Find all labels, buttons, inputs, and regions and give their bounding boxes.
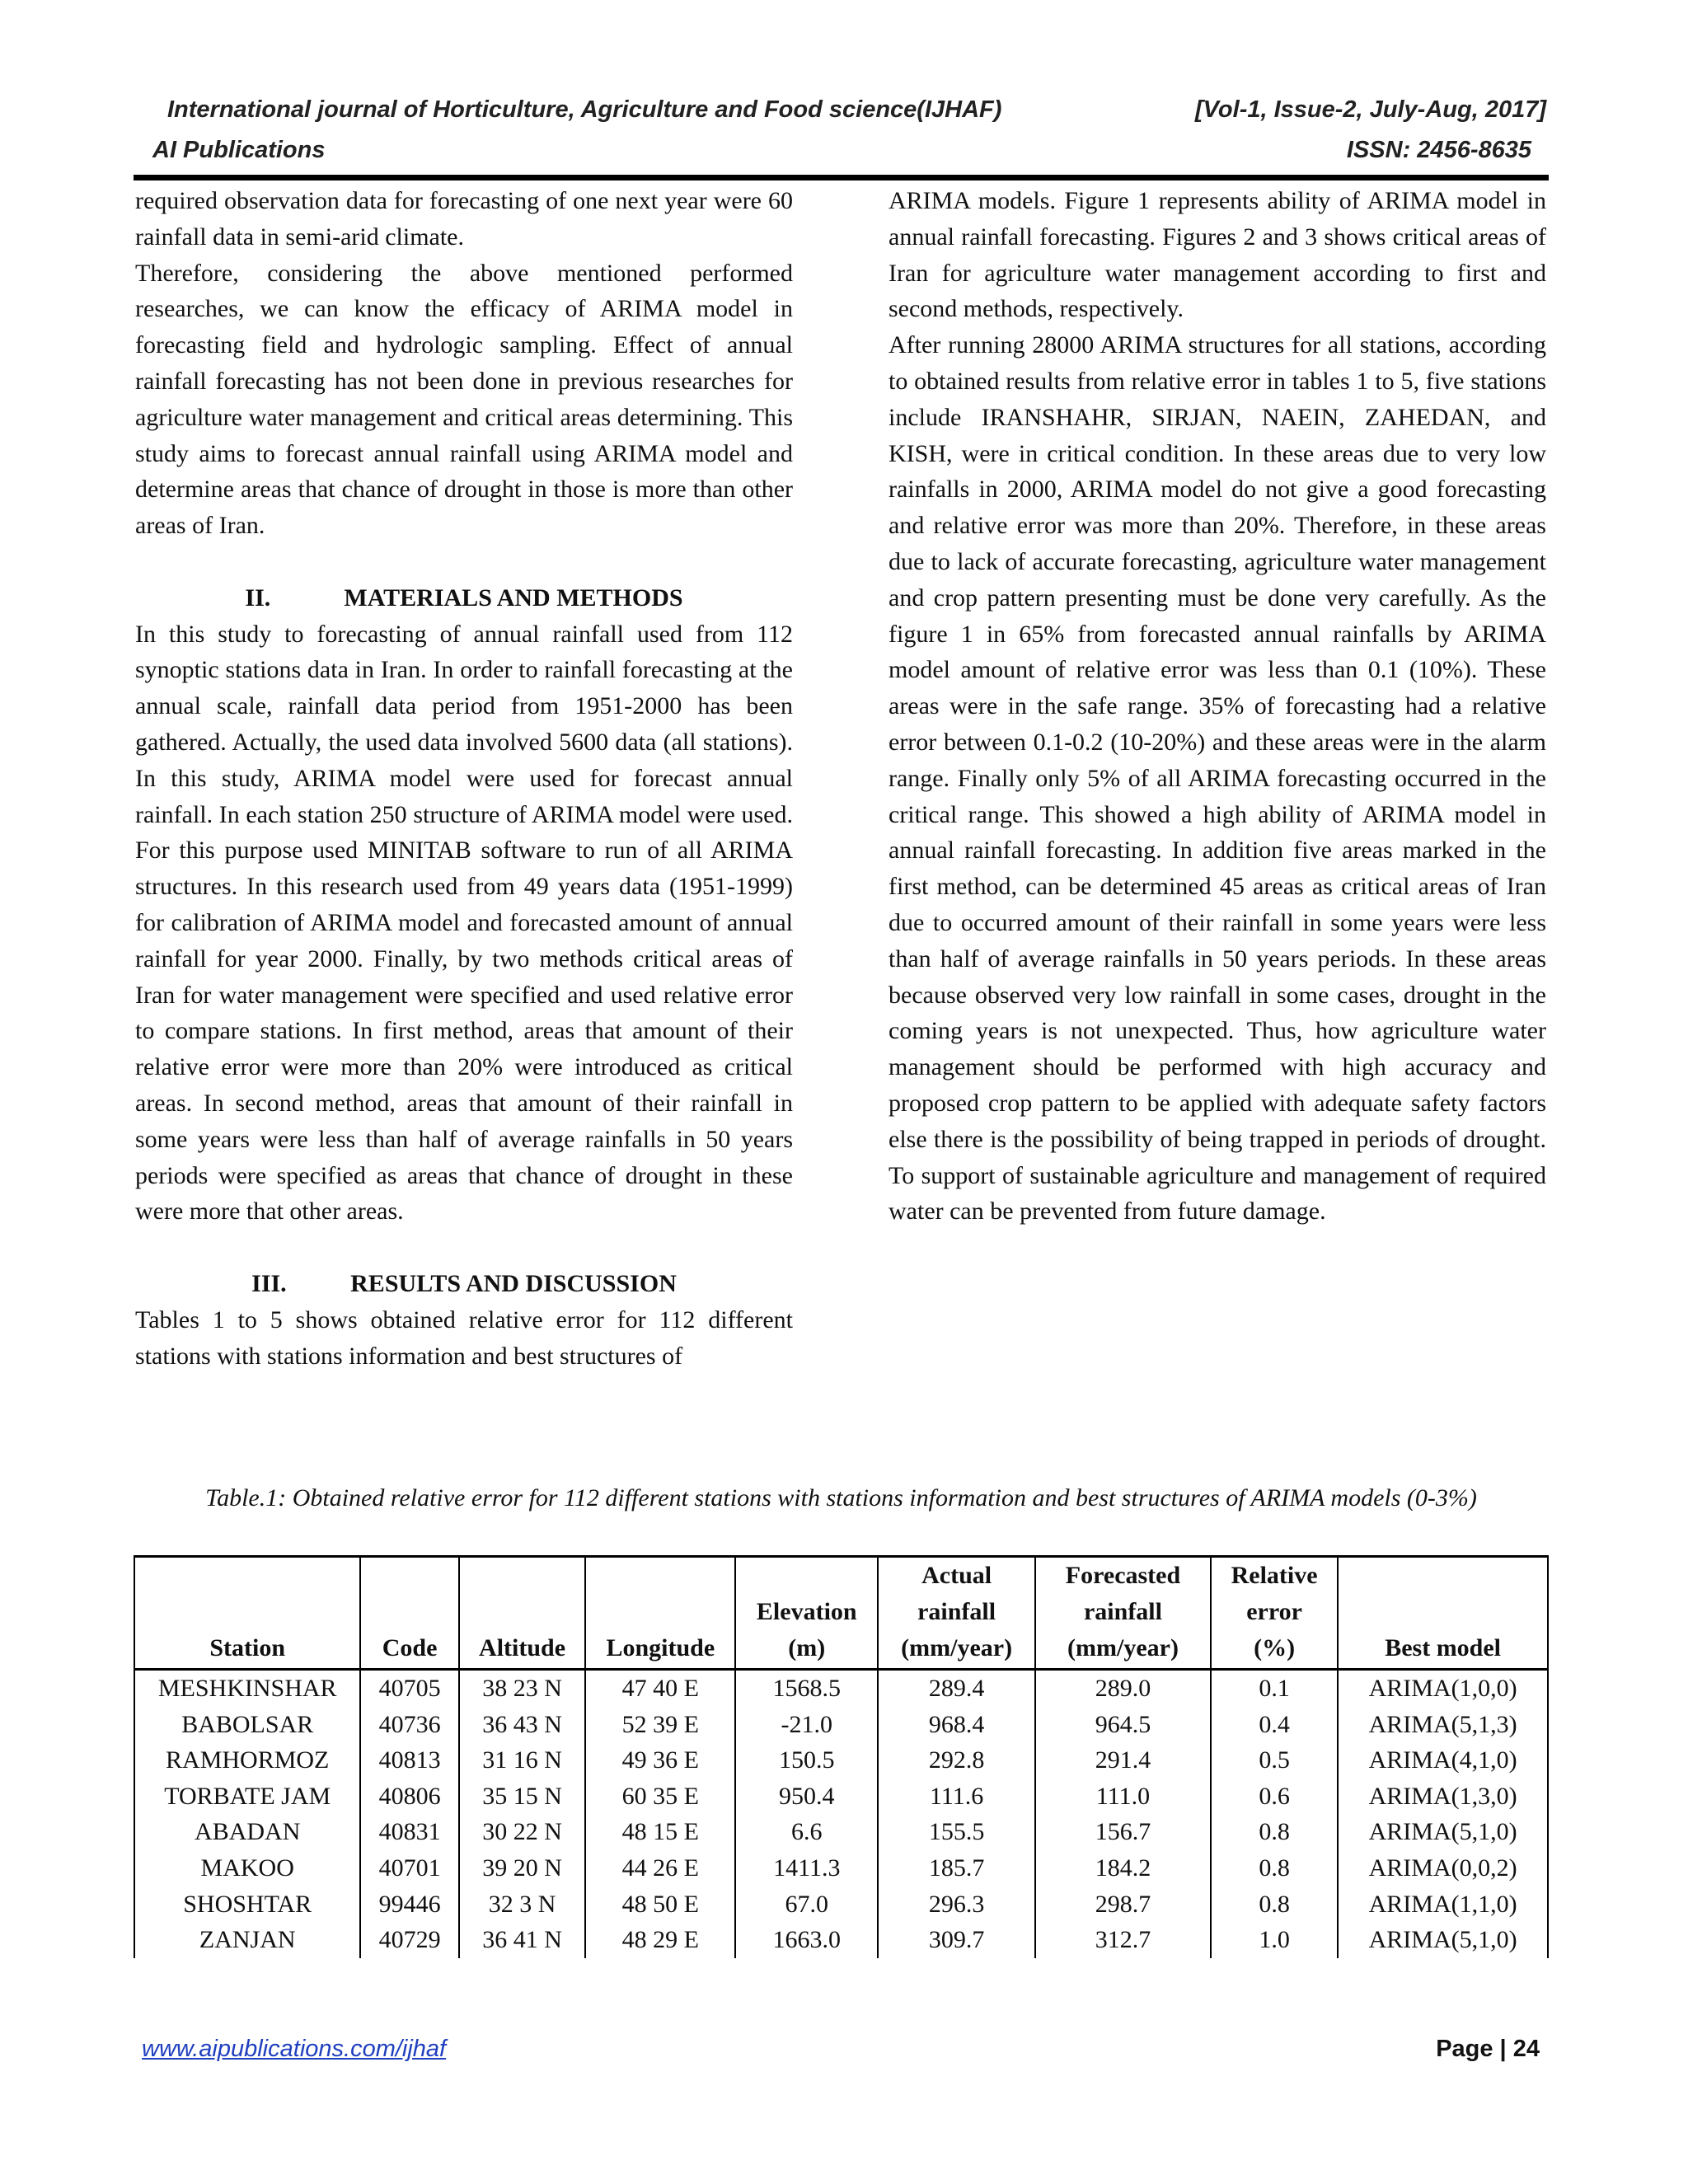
table-cell: 6.6 bbox=[735, 1814, 878, 1850]
column-header: Station bbox=[134, 1557, 360, 1670]
table-cell: 52 39 E bbox=[585, 1707, 735, 1743]
table-cell: 968.4 bbox=[878, 1707, 1035, 1743]
table-cell: 38 23 N bbox=[459, 1670, 585, 1707]
table-cell: 296.3 bbox=[878, 1886, 1035, 1923]
page-number: Page | 24 bbox=[1436, 2036, 1540, 2062]
table-cell: ARIMA(0,0,2) bbox=[1338, 1850, 1548, 1886]
paragraph: In this study to forecasting of annual rainfall used from 112 synoptic stations data in Iran. In order to rainfall forecasting at the annual scale, rainfall data period from 1951-2000 has been gathered. Actually, the used data involved 5600 data (all stations). In this study, ARIMA model were used for forecast annual rainfall. In each station 250 structure of ARIMA model were used. For this purpose used MINITAB software to run of all ARIMA structures. In this research used from 49 years data (1951-1999) for calibration of ARIMA model and forecasted amount of annual rainfall for year 2000. Finally, by two methods critical areas of Iran for water management were specified and used relative error to compare stations. In first method, areas that amount of their relative error were more than 20% were introduced as critical areas. In second method, areas that amount of their rainfall in some years were less than half of average rainfalls in 50 years periods were specified as areas that chance of drought in these were more that other areas. bbox=[135, 620, 793, 1226]
left-column bbox=[135, 183, 793, 1374]
table-row bbox=[134, 1742, 1548, 1779]
publisher: AI Publications bbox=[152, 137, 326, 163]
table-row bbox=[134, 1707, 1548, 1743]
section-number: III. bbox=[251, 1269, 287, 1297]
table-header-row bbox=[134, 1557, 1548, 1670]
table-cell: 48 15 E bbox=[585, 1814, 735, 1850]
table-cell: 40736 bbox=[360, 1707, 458, 1743]
table-cell: 36 43 N bbox=[459, 1707, 585, 1743]
table-cell: 0.6 bbox=[1211, 1779, 1338, 1815]
table-cell: BABOLSAR bbox=[134, 1707, 360, 1743]
table-body bbox=[134, 1670, 1548, 1958]
column-header: Code bbox=[360, 1557, 458, 1670]
table-cell: 291.4 bbox=[1035, 1742, 1211, 1779]
table-cell: 40806 bbox=[360, 1779, 458, 1815]
table-cell: ZANJAN bbox=[134, 1922, 360, 1958]
column-header: Best model bbox=[1338, 1557, 1548, 1670]
table-cell: 67.0 bbox=[735, 1886, 878, 1923]
table-cell: 292.8 bbox=[878, 1742, 1035, 1779]
column-header: Altitude bbox=[459, 1557, 585, 1670]
table-cell: 150.5 bbox=[735, 1742, 878, 1779]
table-cell: 0.4 bbox=[1211, 1707, 1338, 1743]
column-header: Forecasted rainfall (mm/year) bbox=[1035, 1557, 1211, 1670]
table-cell: 155.5 bbox=[878, 1814, 1035, 1850]
table-cell: 289.0 bbox=[1035, 1670, 1211, 1707]
results-table bbox=[134, 1555, 1549, 1958]
paragraph: Therefore, considering the above mentioned performed researches, we can know the efficacy of ARIMA model in forecasting field and hydrologic sampling. Effect of annual rainfall forecasting has not been done in previous researches for agriculture water management and critical areas determining. This study aims to forecast annual rainfall using ARIMA model and determine areas that chance of drought in those is more than other areas of Iran. bbox=[135, 259, 793, 540]
table-caption: Table.1: Obtained relative error for 112 different stations with stations information and best structures of ARIMA models (0-3%) bbox=[205, 1484, 1477, 1511]
table-cell: 49 36 E bbox=[585, 1742, 735, 1779]
table-cell: 48 29 E bbox=[585, 1922, 735, 1958]
table-cell: ARIMA(1,0,0) bbox=[1338, 1670, 1548, 1707]
table-row bbox=[134, 1850, 1548, 1886]
table-cell: 30 22 N bbox=[459, 1814, 585, 1850]
table-cell: 32 3 N bbox=[459, 1886, 585, 1923]
table-cell: 0.5 bbox=[1211, 1742, 1338, 1779]
table-cell: 36 41 N bbox=[459, 1922, 585, 1958]
section-title: RESULTS AND DISCUSSION bbox=[350, 1269, 677, 1297]
table-cell: 31 16 N bbox=[459, 1742, 585, 1779]
table-cell: 0.8 bbox=[1211, 1850, 1338, 1886]
table-cell: ABADAN bbox=[134, 1814, 360, 1850]
table-cell: 111.6 bbox=[878, 1779, 1035, 1815]
paragraph: required observation data for forecasting of one next year were 60 rainfall data in semi-arid climate. bbox=[135, 187, 793, 251]
section-number: II. bbox=[245, 583, 271, 612]
table-cell: 99446 bbox=[360, 1886, 458, 1923]
table-cell: 48 50 E bbox=[585, 1886, 735, 1923]
table-cell: SHOSHTAR bbox=[134, 1886, 360, 1923]
paragraph: Tables 1 to 5 shows obtained relative error for 112 different stations with stations information and best structures of bbox=[135, 1305, 793, 1370]
table-cell: ARIMA(1,3,0) bbox=[1338, 1779, 1548, 1815]
table-cell: TORBATE JAM bbox=[134, 1779, 360, 1815]
table-cell: 0.1 bbox=[1211, 1670, 1338, 1707]
table-cell: 0.8 bbox=[1211, 1886, 1338, 1923]
header-rule bbox=[134, 175, 1549, 180]
table-cell: 40813 bbox=[360, 1742, 458, 1779]
table-row bbox=[134, 1814, 1548, 1850]
table-cell: ARIMA(4,1,0) bbox=[1338, 1742, 1548, 1779]
section-heading-materials bbox=[135, 580, 793, 616]
table-row bbox=[134, 1779, 1548, 1815]
column-header: Relative error (%) bbox=[1211, 1557, 1338, 1670]
table-cell: 40705 bbox=[360, 1670, 458, 1707]
table-cell: ARIMA(1,1,0) bbox=[1338, 1886, 1548, 1923]
table-cell: 289.4 bbox=[878, 1670, 1035, 1707]
table-cell: 1411.3 bbox=[735, 1850, 878, 1886]
table-cell: 298.7 bbox=[1035, 1886, 1211, 1923]
table-cell: 964.5 bbox=[1035, 1707, 1211, 1743]
table-cell: 950.4 bbox=[735, 1779, 878, 1815]
table-cell: ARIMA(5,1,3) bbox=[1338, 1707, 1548, 1743]
right-column bbox=[889, 183, 1546, 1230]
table-cell: 47 40 E bbox=[585, 1670, 735, 1707]
table-cell: ARIMA(5,1,0) bbox=[1338, 1922, 1548, 1958]
table-cell: 35 15 N bbox=[459, 1779, 585, 1815]
table-cell: MAKOO bbox=[134, 1850, 360, 1886]
table-cell: 40831 bbox=[360, 1814, 458, 1850]
column-header: Longitude bbox=[585, 1557, 735, 1670]
table-cell: -21.0 bbox=[735, 1707, 878, 1743]
table-cell: 111.0 bbox=[1035, 1779, 1211, 1815]
table-cell: RAMHORMOZ bbox=[134, 1742, 360, 1779]
table-cell: 185.7 bbox=[878, 1850, 1035, 1886]
section-heading-results bbox=[135, 1266, 793, 1302]
table-cell: 60 35 E bbox=[585, 1779, 735, 1815]
column-header: Actual rainfall (mm/year) bbox=[878, 1557, 1035, 1670]
table-cell: 1568.5 bbox=[735, 1670, 878, 1707]
table-cell: MESHKINSHAR bbox=[134, 1670, 360, 1707]
table-row bbox=[134, 1670, 1548, 1707]
issn: ISSN: 2456-8635 bbox=[1346, 137, 1531, 163]
table-cell: 0.8 bbox=[1211, 1814, 1338, 1850]
paragraph: After running 28000 ARIMA structures for all stations, according to obtained results from relative error in tables 1 to 5, five stations include IRANSHAHR, SIRJAN, NAEIN, ZAHEDAN, and KISH, were in critical condition. In these areas due to very low rainfalls in 2000, ARIMA model do not give a good forecasting and relative error was more than 20%. Therefore, in these areas due to lack of accurate forecasting, agriculture water management and crop pattern presenting must be done very carefully. As the figure 1 in 65% from forecasted annual rainfalls by ARIMA model amount of relative error was less than 0.1 (10%). These areas were in the safe range. 35% of forecasting had a relative error between 0.1-0.2 (10-20%) and these areas were in the alarm range. Finally only 5% of all ARIMA forecasting occurred in the critical range. This showed a high ability of ARIMA model in annual rainfall forecasting. In addition five areas marked in the first method, can be determined 45 areas as critical areas of Iran due to occurred amount of their rainfall in some years were less than half of average rainfalls in 50 years periods. In these areas because observed very low rainfall in some cases, drought in the coming years is not unexpected. Thus, how agriculture water management should be performed with high accuracy and proposed crop pattern to be applied with adequate safety factors else there is the possibility of being trapped in periods of drought. To support of sustainable agriculture and management of required water can be prevented from future damage. bbox=[889, 331, 1546, 1226]
column-header: Elevation (m) bbox=[735, 1557, 878, 1670]
table-cell: 40729 bbox=[360, 1922, 458, 1958]
volume-info: [Vol-1, Issue-2, July-Aug, 2017] bbox=[1195, 96, 1546, 123]
table-row bbox=[134, 1922, 1548, 1958]
table-cell: 1.0 bbox=[1211, 1922, 1338, 1958]
journal-title: International journal of Horticulture, Agriculture and Food science(IJHAF) bbox=[167, 96, 1002, 123]
section-title: MATERIALS AND METHODS bbox=[344, 583, 683, 612]
table-cell: 312.7 bbox=[1035, 1922, 1211, 1958]
table-cell: ARIMA(5,1,0) bbox=[1338, 1814, 1548, 1850]
journal-link[interactable]: www.aipublications.com/ijhaf bbox=[142, 2036, 447, 2062]
table-cell: 156.7 bbox=[1035, 1814, 1211, 1850]
table-cell: 184.2 bbox=[1035, 1850, 1211, 1886]
paragraph: ARIMA models. Figure 1 represents ability of ARIMA model in annual rainfall forecasting. Figures 2 and 3 shows critical areas of Iran for agriculture water management according to first and second methods, respectively. bbox=[889, 187, 1546, 323]
table-cell: 44 26 E bbox=[585, 1850, 735, 1886]
table-cell: 40701 bbox=[360, 1850, 458, 1886]
table-cell: 1663.0 bbox=[735, 1922, 878, 1958]
table-row bbox=[134, 1886, 1548, 1923]
table-cell: 39 20 N bbox=[459, 1850, 585, 1886]
table-cell: 309.7 bbox=[878, 1922, 1035, 1958]
